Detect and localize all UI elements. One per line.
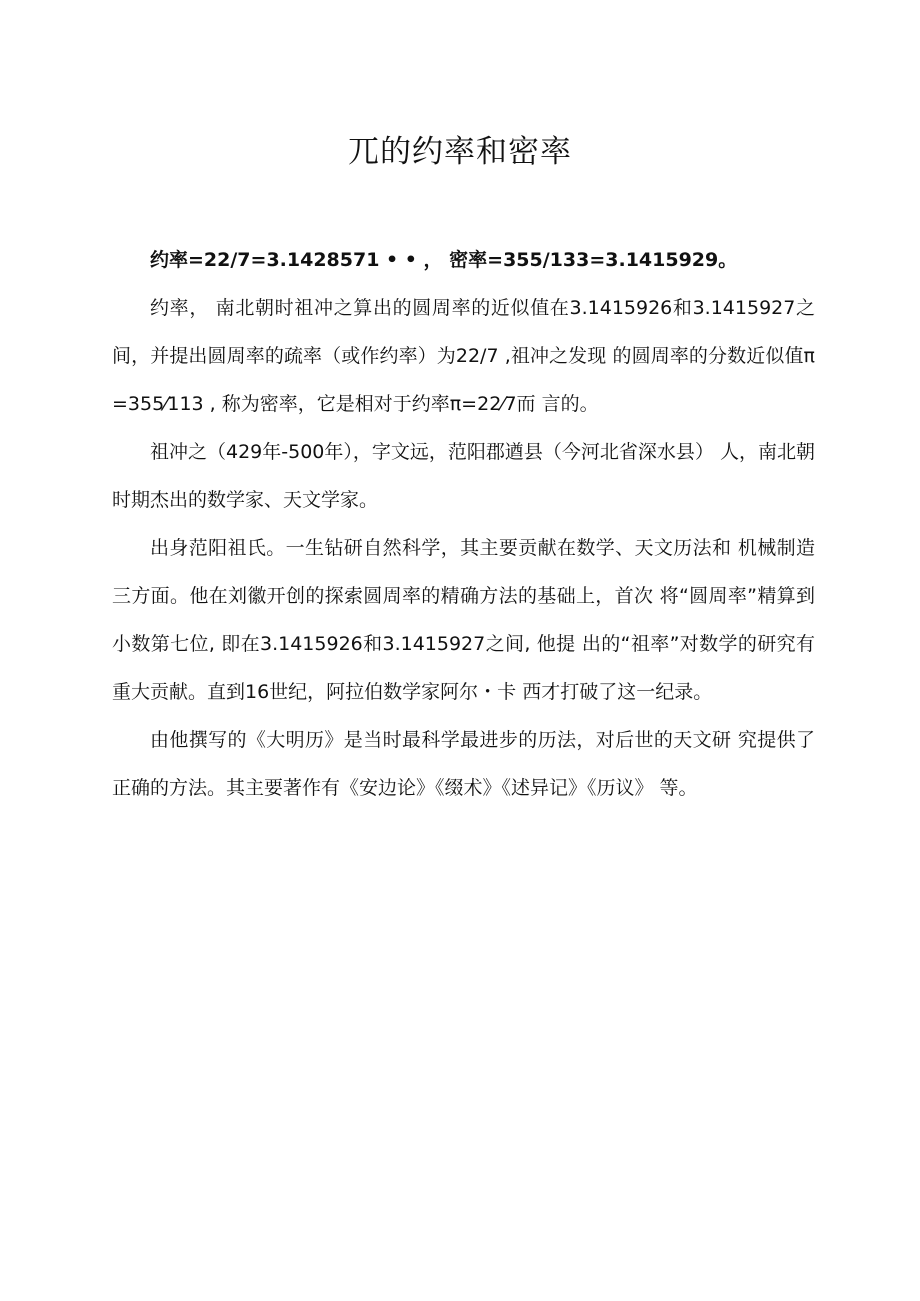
formula-paragraph: 约率=22/7=3.1428571 • • ， 密率=355/133=3.1415929。	[150, 249, 738, 271]
paragraph-works: 由他撰写的《大明历》是当时最科学最进步的历法，对后世的天文研 究提供了正确的方法。其主要著作有《安边论》《缀术》《述异记》《历议》 等。	[112, 729, 815, 799]
document-title: 兀的约率和密率	[348, 134, 572, 170]
paragraph-contributions: 出身范阳祖氏。一生钻研自然科学，其主要贡献在数学、天文历法和 机械制造三方面。他在刘徽开创的探索圆周率的精确方法的基础上，首次 将“圆周率”精算到小数第七位, 即在3.1415926和3.1415927之间, 他提 出的“祖率”对数学的研究有重大贡献。直到16世纪，阿拉伯数学家阿尔・卡 西才打破了这一纪录。	[112, 537, 815, 703]
document-body	[112, 236, 815, 812]
paragraph-biography: 祖冲之（429年-500年），字文远，范阳郡遒县（今河北省深水县） 人，南北朝时期杰出的数学家、天文学家。	[112, 441, 815, 511]
paragraph-definition: 约率， 南北朝时祖冲之算出的圆周率的近似值在3.1415926和3.1415927之间，并提出圆周率的疏率（或作约率）为22/7 ,祖冲之发现 的圆周率的分数近似值π=355⁄113 , 称为密率，它是相对于约率π=22⁄7而 言的。	[112, 297, 815, 415]
